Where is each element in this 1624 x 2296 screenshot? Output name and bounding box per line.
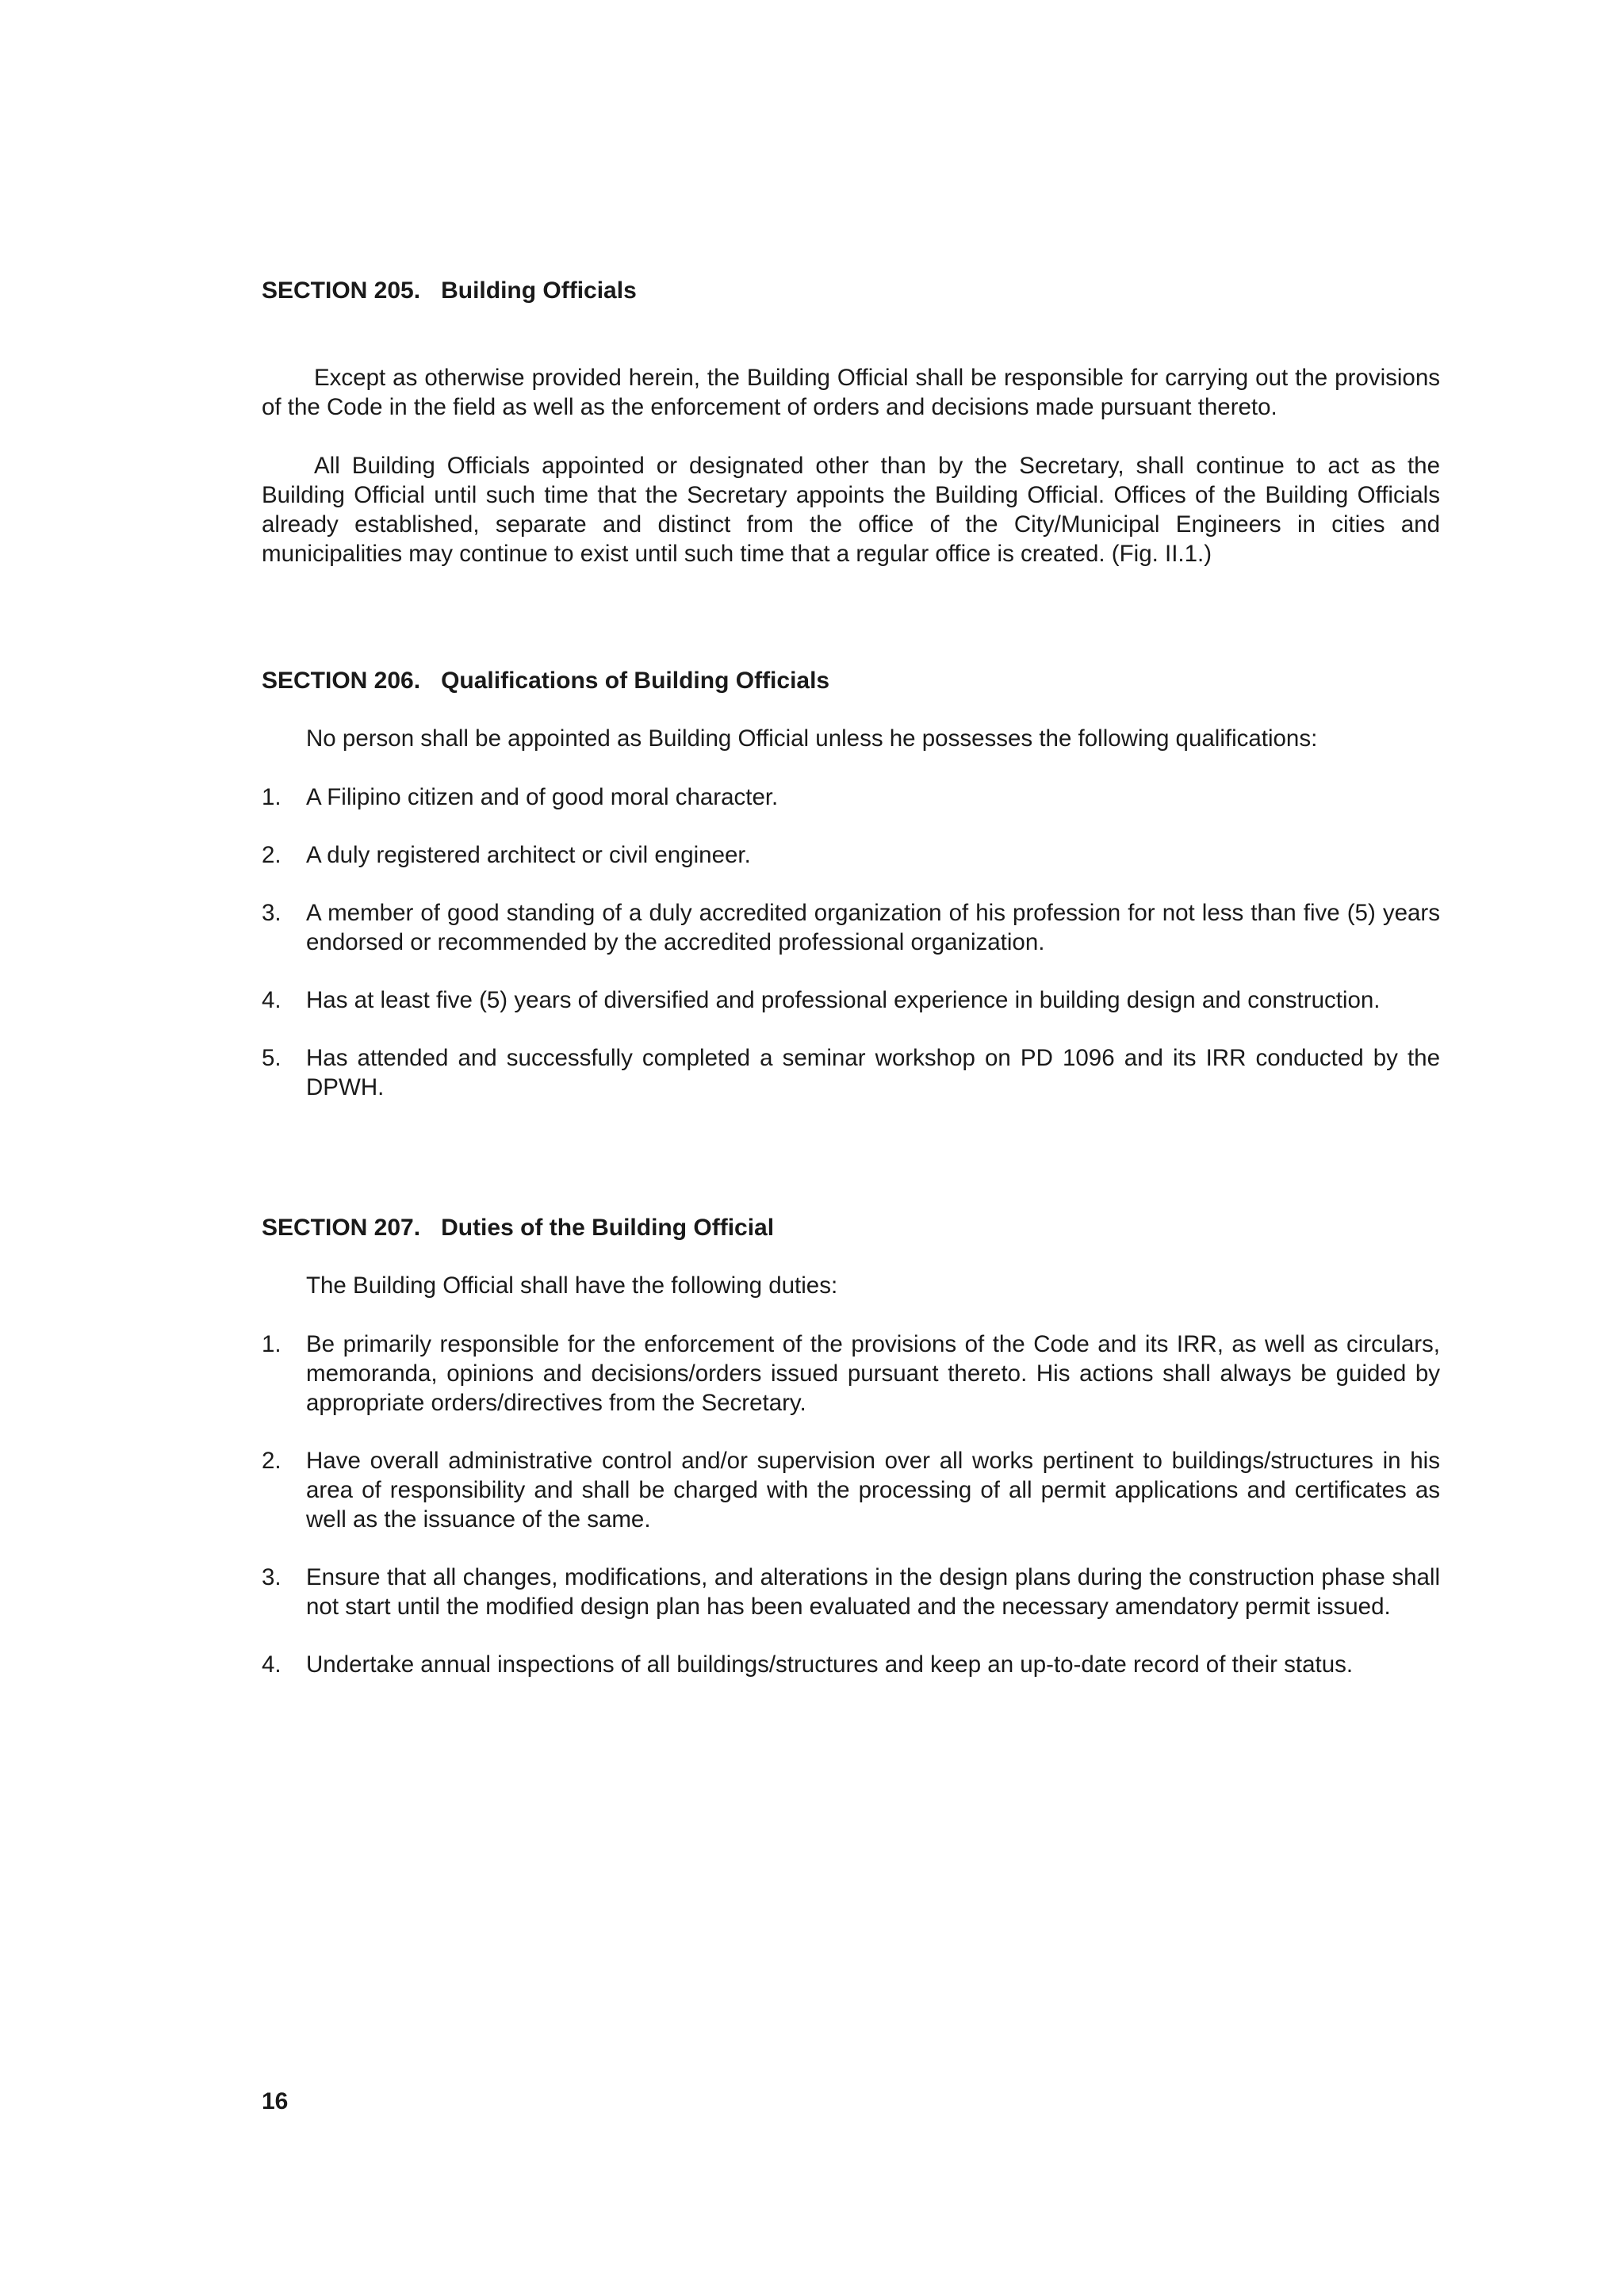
list-item bbox=[262, 1650, 1440, 1679]
list-marker: 4. bbox=[262, 987, 282, 1013]
list-item bbox=[262, 1330, 1440, 1418]
list-marker: 3. bbox=[262, 900, 282, 926]
paragraph: Except as otherwise provided herein, the Building Official shall be responsible for carrying out the provisions of the Code in the field as well as the enforcement of orders and decisions made pursuant thereto. bbox=[262, 365, 1440, 420]
section-title: Building Officials bbox=[441, 277, 637, 304]
duties-list bbox=[262, 1330, 1440, 1679]
list-item-text: Ensure that all changes, modifications, and alterations in the design plans during the construction phase shall not start until the modified design plan has been evaluated and the necessary amendatory permit issued. bbox=[306, 1564, 1440, 1620]
paragraph: All Building Officials appointed or designated other than by the Secretary, shall continue to act as the Building Official until such time that the Secretary appoints the Building Official. Offices of the Building Officials already established, separate and distinct from the office of the City/Municipal Engineers in cities and municipalities may continue to exist until such time that a regular office is created. (Fig. II.1.) bbox=[262, 453, 1440, 567]
list-item-text: Undertake annual inspections of all buildings/structures and keep an up-to-date record of their status. bbox=[306, 1651, 1354, 1678]
section-number: SECTION 207. bbox=[262, 1215, 421, 1241]
section-number: SECTION 206. bbox=[262, 668, 421, 694]
list-item-text: Be primarily responsible for the enforcement of the provisions of the Code and its IRR, as well as circulars, memoranda, opinions and decisions/orders issued pursuant thereto. His actions shall always be guided by appropriate orders/directives from the Secretary. bbox=[306, 1331, 1440, 1416]
page-number: 16 bbox=[262, 2088, 289, 2114]
list-item-text: Has at least five (5) years of diversified and professional experience in building design and construction. bbox=[306, 987, 1381, 1013]
list-marker: 2. bbox=[262, 1448, 282, 1474]
section-205 bbox=[262, 276, 1440, 568]
section-heading bbox=[262, 1213, 1440, 1242]
section-title: Qualifications of Building Officials bbox=[441, 668, 830, 694]
list-item-text: A duly registered architect or civil engineer. bbox=[306, 842, 751, 868]
list-marker: 1. bbox=[262, 784, 282, 810]
list-marker: 4. bbox=[262, 1651, 282, 1678]
list-marker: 2. bbox=[262, 842, 282, 868]
list-item-text: A Filipino citizen and of good moral character. bbox=[306, 784, 779, 810]
list-item bbox=[262, 783, 1440, 812]
list-item-text: A member of good standing of a duly accredited organization of his profession for not less than five (5) years endorsed or recommended by the accredited professional organization. bbox=[306, 900, 1440, 955]
list-item bbox=[262, 985, 1440, 1015]
section-title: Duties of the Building Official bbox=[441, 1215, 775, 1241]
qualifications-list bbox=[262, 783, 1440, 1102]
list-item-text: Has attended and successfully completed a seminar workshop on PD 1096 and its IRR conducted by the DPWH. bbox=[306, 1045, 1440, 1100]
section-heading bbox=[262, 666, 1440, 695]
list-marker: 3. bbox=[262, 1564, 282, 1590]
list-item bbox=[262, 898, 1440, 957]
list-item bbox=[262, 1446, 1440, 1534]
section-number: SECTION 205. bbox=[262, 277, 421, 304]
section-207 bbox=[262, 1213, 1440, 1679]
list-item-text: Have overall administrative control and/or supervision over all works pertinent to buildings/structures in his area of responsibility and shall be charged with the processing of all permit applications and certificates as well as the issuance of the same. bbox=[306, 1448, 1440, 1533]
list-marker: 1. bbox=[262, 1331, 282, 1357]
list-item bbox=[262, 1563, 1440, 1621]
list-item bbox=[262, 840, 1440, 870]
section-206 bbox=[262, 666, 1440, 1102]
section-heading bbox=[262, 276, 1440, 305]
list-item bbox=[262, 1043, 1440, 1102]
list-marker: 5. bbox=[262, 1045, 282, 1071]
section-intro: No person shall be appointed as Building Official unless he possesses the following qualifications: bbox=[306, 725, 1318, 752]
document-page bbox=[262, 0, 1440, 2296]
section-intro: The Building Official shall have the following duties: bbox=[306, 1272, 838, 1299]
